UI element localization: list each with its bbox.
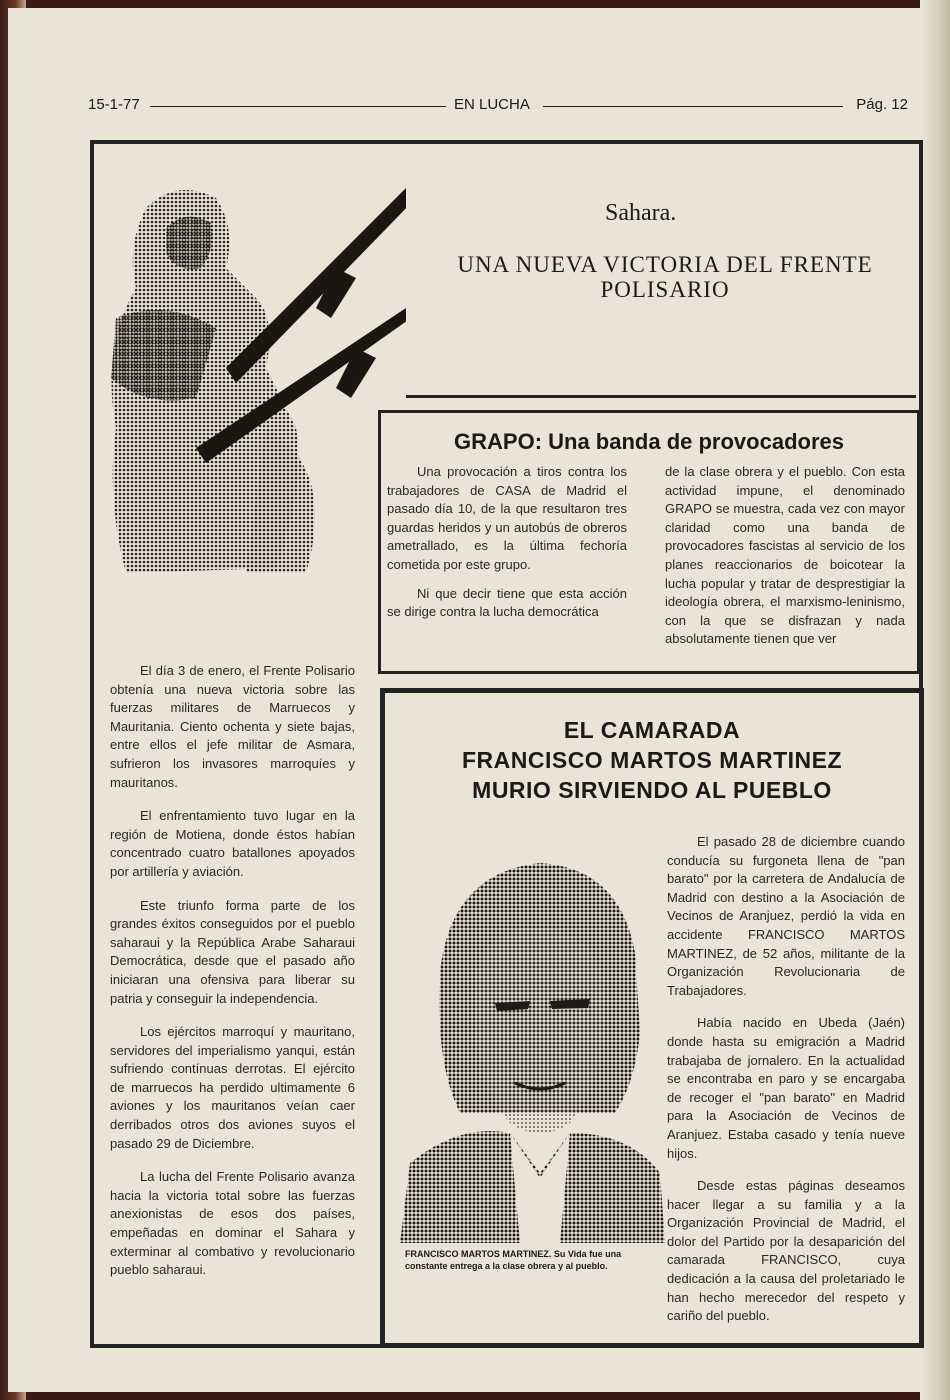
martos-headline-line: EL CAMARADA [563,717,741,743]
sahara-kicker: Sahara. [605,200,677,226]
sahara-paragraph: El día 3 de enero, el Frente Polisario obtenía una nueva victoria sobre las fuerzas militares de Marruecos y Mauritania. Ciento ochenta y siete bajas, entre ellos el jefe militar de Asmara, sufrieron los invasores marroquíes y mauritanos. [110,663,355,790]
polisario-fighter-photo [106,168,406,578]
martos-obituary [380,688,924,1348]
header-rule-left [150,106,446,107]
martos-paragraph: Desde estas páginas deseamos hacer llegar a su familia y a la Organización Provincial de Madrid, el dolor del Partido por la desaparición del camarada FRANCISCO, cuya dedicación a la causa del proletariado le han hecho merecedor del respeto y cariño del pueblo. [667,1178,905,1324]
publication-name: EN LUCHA [454,96,530,113]
martos-headline-line: MURIO SIRVIENDO AL PUEBLO [472,777,832,803]
martos-headline [385,715,919,805]
martos-photo-caption: FRANCISCO MARTOS MARTINEZ. Su Vida fue una constante entrega a la clase obrera y al pueblo. [405,1249,622,1271]
page-edge [920,0,950,1400]
page-header [88,96,908,118]
header-rule-right [543,106,843,107]
sahara-paragraph: El enfrentamiento tuvo lugar en la región de Motiena, donde éstos habían concentrado cuatro batallones apoyados por artillería y aviación. [110,808,355,879]
sahara-paragraph: Los ejércitos marroquí y mauritano, servidores del imperialismo yanqui, están sufriendo contínuas derrotas. El ejército de marruecos ha perdido ultimamente 6 aviones y los mauritanos veían caer derribados otros dos aviones suyos el pasado 29 de Diciembre. [110,1024,355,1151]
martos-portrait-photo [400,833,665,1243]
sahara-header-rule [376,395,916,398]
issue-date: 15-1-77 [88,96,140,113]
grapo-column-2 [665,463,905,659]
martos-article-body [667,833,905,1340]
grapo-paragraph: Ni que decir tiene que esta acción se dirige contra la lucha democrática [387,585,627,620]
grapo-column-1 [387,463,627,632]
martos-headline-line: FRANCISCO MARTOS MARTINEZ [461,747,843,773]
sahara-headline: UNA NUEVA VICTORIA DEL FRENTE POLISARIO [457,252,873,302]
sahara-article-body [110,662,355,1295]
grapo-article [378,410,920,674]
grapo-paragraph: Una provocación a tiros contra los trabajadores de CASA de Madrid el pasado día 10, de la que resultaron tres guardas heridos y un autobús de obreros ametrallado, es la última fechoría cometida por este grupo. [387,464,627,572]
martos-paragraph: Había nacido en Ubeda (Jaén) donde hasta su emigración a Madrid trabajaba de jornalero. En la actualidad se encontraba en paro y se encargaba de recoger el "pan barato" en Madrid para la Asociación de Vecinos de Aranjuez. Estaba casado y tenía nueve hijos. [667,1015,905,1161]
grapo-headline: GRAPO: Una banda de provocadores [454,429,844,454]
sahara-paragraph: La lucha del Frente Polisario avanza hacia la victoria total sobre las fuerzas anexionistas de esos dos países, empeñadas en dominar el Sahara y exterminar al combativo y revolucionario pueblo saharaui. [110,1169,355,1278]
page-number: Pág. 12 [856,96,908,113]
martos-paragraph: El pasado 28 de diciembre cuando conducía su furgoneta llena de "pan barato" por la carretera de Andalucía de Madrid con destino a la Asociación de Vecinos de Aranjuez, perdió la vida en accidente FRANCISCO MARTOS MARTINEZ, de 52 años, militante de la Organización Revolucionaria de Trabajadores. [667,834,905,998]
grapo-paragraph: de la clase obrera y el pueblo. Con esta actividad impune, el denominado GRAPO se muestra, cada vez con mayor claridad como una banda de provocadores fascistas al servicio de los planes reaccionarios de boicotear la lucha popular y tratar de desprestigiar la ideología obrera, el marxismo-leninismo, con la que se disfrazan y nada absolutamente tienen que ver [665,464,905,647]
sahara-paragraph: Este triunfo forma parte de los grandes éxitos conseguidos por el pueblo saharaui y la República Arabe Saharaui Democrática, desde que el pasado año iniciaran una ofensiva para liberar su patria y conseguir la independencia. [110,897,355,1006]
